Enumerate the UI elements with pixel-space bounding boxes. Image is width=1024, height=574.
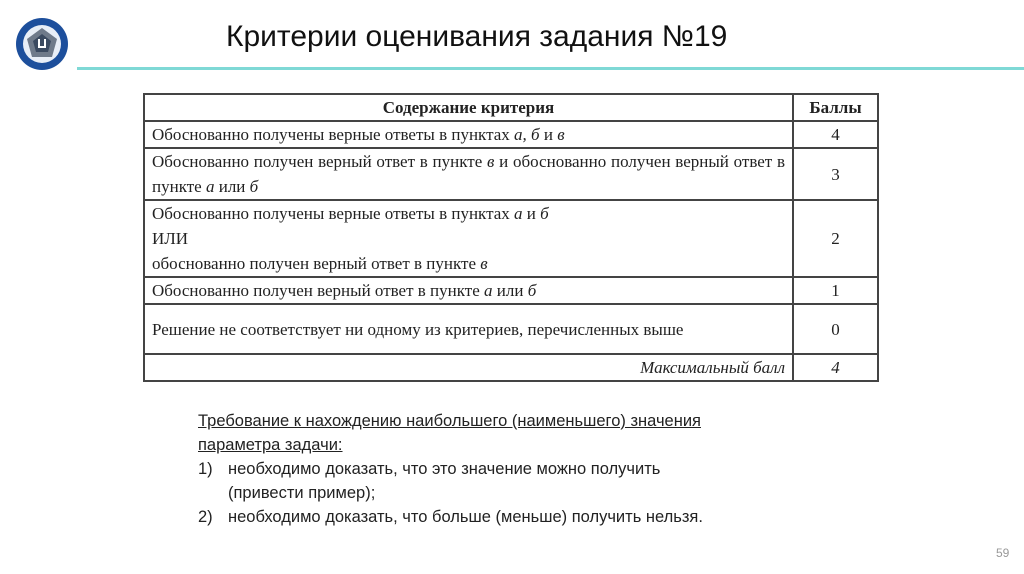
table-row: [144, 200, 878, 277]
text-segment: а: [205, 177, 215, 196]
text-segment: и обоснованно получен верный ответ в пункте: [152, 152, 785, 196]
text-segment: Обоснованно получены верные ответы в пунктах: [152, 125, 515, 144]
requirement-item: [198, 505, 703, 529]
max-score-label: Максимальный балл: [144, 354, 793, 381]
title-underline: [77, 67, 1024, 70]
item-text: (привести пример);: [228, 484, 376, 502]
page-number: 59: [996, 546, 1010, 560]
table-max-row: [144, 354, 878, 381]
text-segment: б: [527, 281, 537, 300]
text-segment: б: [249, 177, 259, 196]
criteria-table: [143, 93, 879, 382]
header-criterion: Содержание критерия: [144, 94, 793, 121]
text-segment: или: [492, 281, 528, 300]
requirement-block: [198, 409, 703, 529]
text-segment: б: [540, 204, 549, 223]
score-cell: 2: [793, 200, 878, 277]
text-segment: или: [214, 177, 250, 196]
text-segment: а, б: [514, 125, 540, 144]
requirement-heading-line2: параметра задачи:: [198, 436, 343, 454]
text-segment: а: [514, 204, 523, 223]
text-segment: обоснованно получен верный ответ в пункте: [152, 254, 481, 273]
criterion-text: [144, 277, 793, 304]
criterion-text: [144, 304, 793, 354]
text-segment: Обоснованно получен верный ответ в пункте: [152, 152, 487, 171]
text-segment: в: [480, 254, 488, 273]
score-cell: 3: [793, 148, 878, 200]
table-header-row: [144, 94, 878, 121]
text-segment: Обоснованно получен верный ответ в пункте: [152, 281, 485, 300]
score-cell: 0: [793, 304, 878, 354]
criterion-text: [144, 200, 793, 277]
text-segment: Обоснованно получены верные ответы в пунктах: [152, 204, 515, 223]
text-segment: и: [522, 204, 541, 223]
table-row: [144, 277, 878, 304]
table-row: [144, 148, 878, 200]
requirement-item: [198, 457, 703, 505]
item-text: необходимо доказать, что это значение можно получить: [228, 460, 661, 478]
text-segment: Решение не соответствует ни одному из критериев, перечисленных выше: [152, 319, 684, 339]
item-number: 1): [198, 460, 213, 478]
text-segment: ИЛИ: [152, 229, 189, 248]
item-text: необходимо доказать, что больше (меньше) получить нельзя.: [228, 508, 703, 526]
text-segment: в: [557, 125, 565, 144]
table-row: [144, 121, 878, 148]
score-cell: 1: [793, 277, 878, 304]
header-score: Баллы: [793, 94, 878, 121]
text-segment: а: [484, 281, 493, 300]
text-segment: в: [487, 152, 495, 171]
table-row: [144, 304, 878, 354]
item-number: 2): [198, 508, 213, 526]
criterion-text: [144, 148, 793, 200]
requirement-heading-line1: Требование к нахождению наибольшего (наименьшего) значения: [198, 412, 701, 430]
institution-logo: [15, 17, 69, 71]
slide-title: Критерии оценивания задания №19: [226, 20, 728, 53]
text-segment: и: [539, 125, 558, 144]
criterion-text: [144, 121, 793, 148]
max-score-value: 4: [793, 354, 878, 381]
score-cell: 4: [793, 121, 878, 148]
